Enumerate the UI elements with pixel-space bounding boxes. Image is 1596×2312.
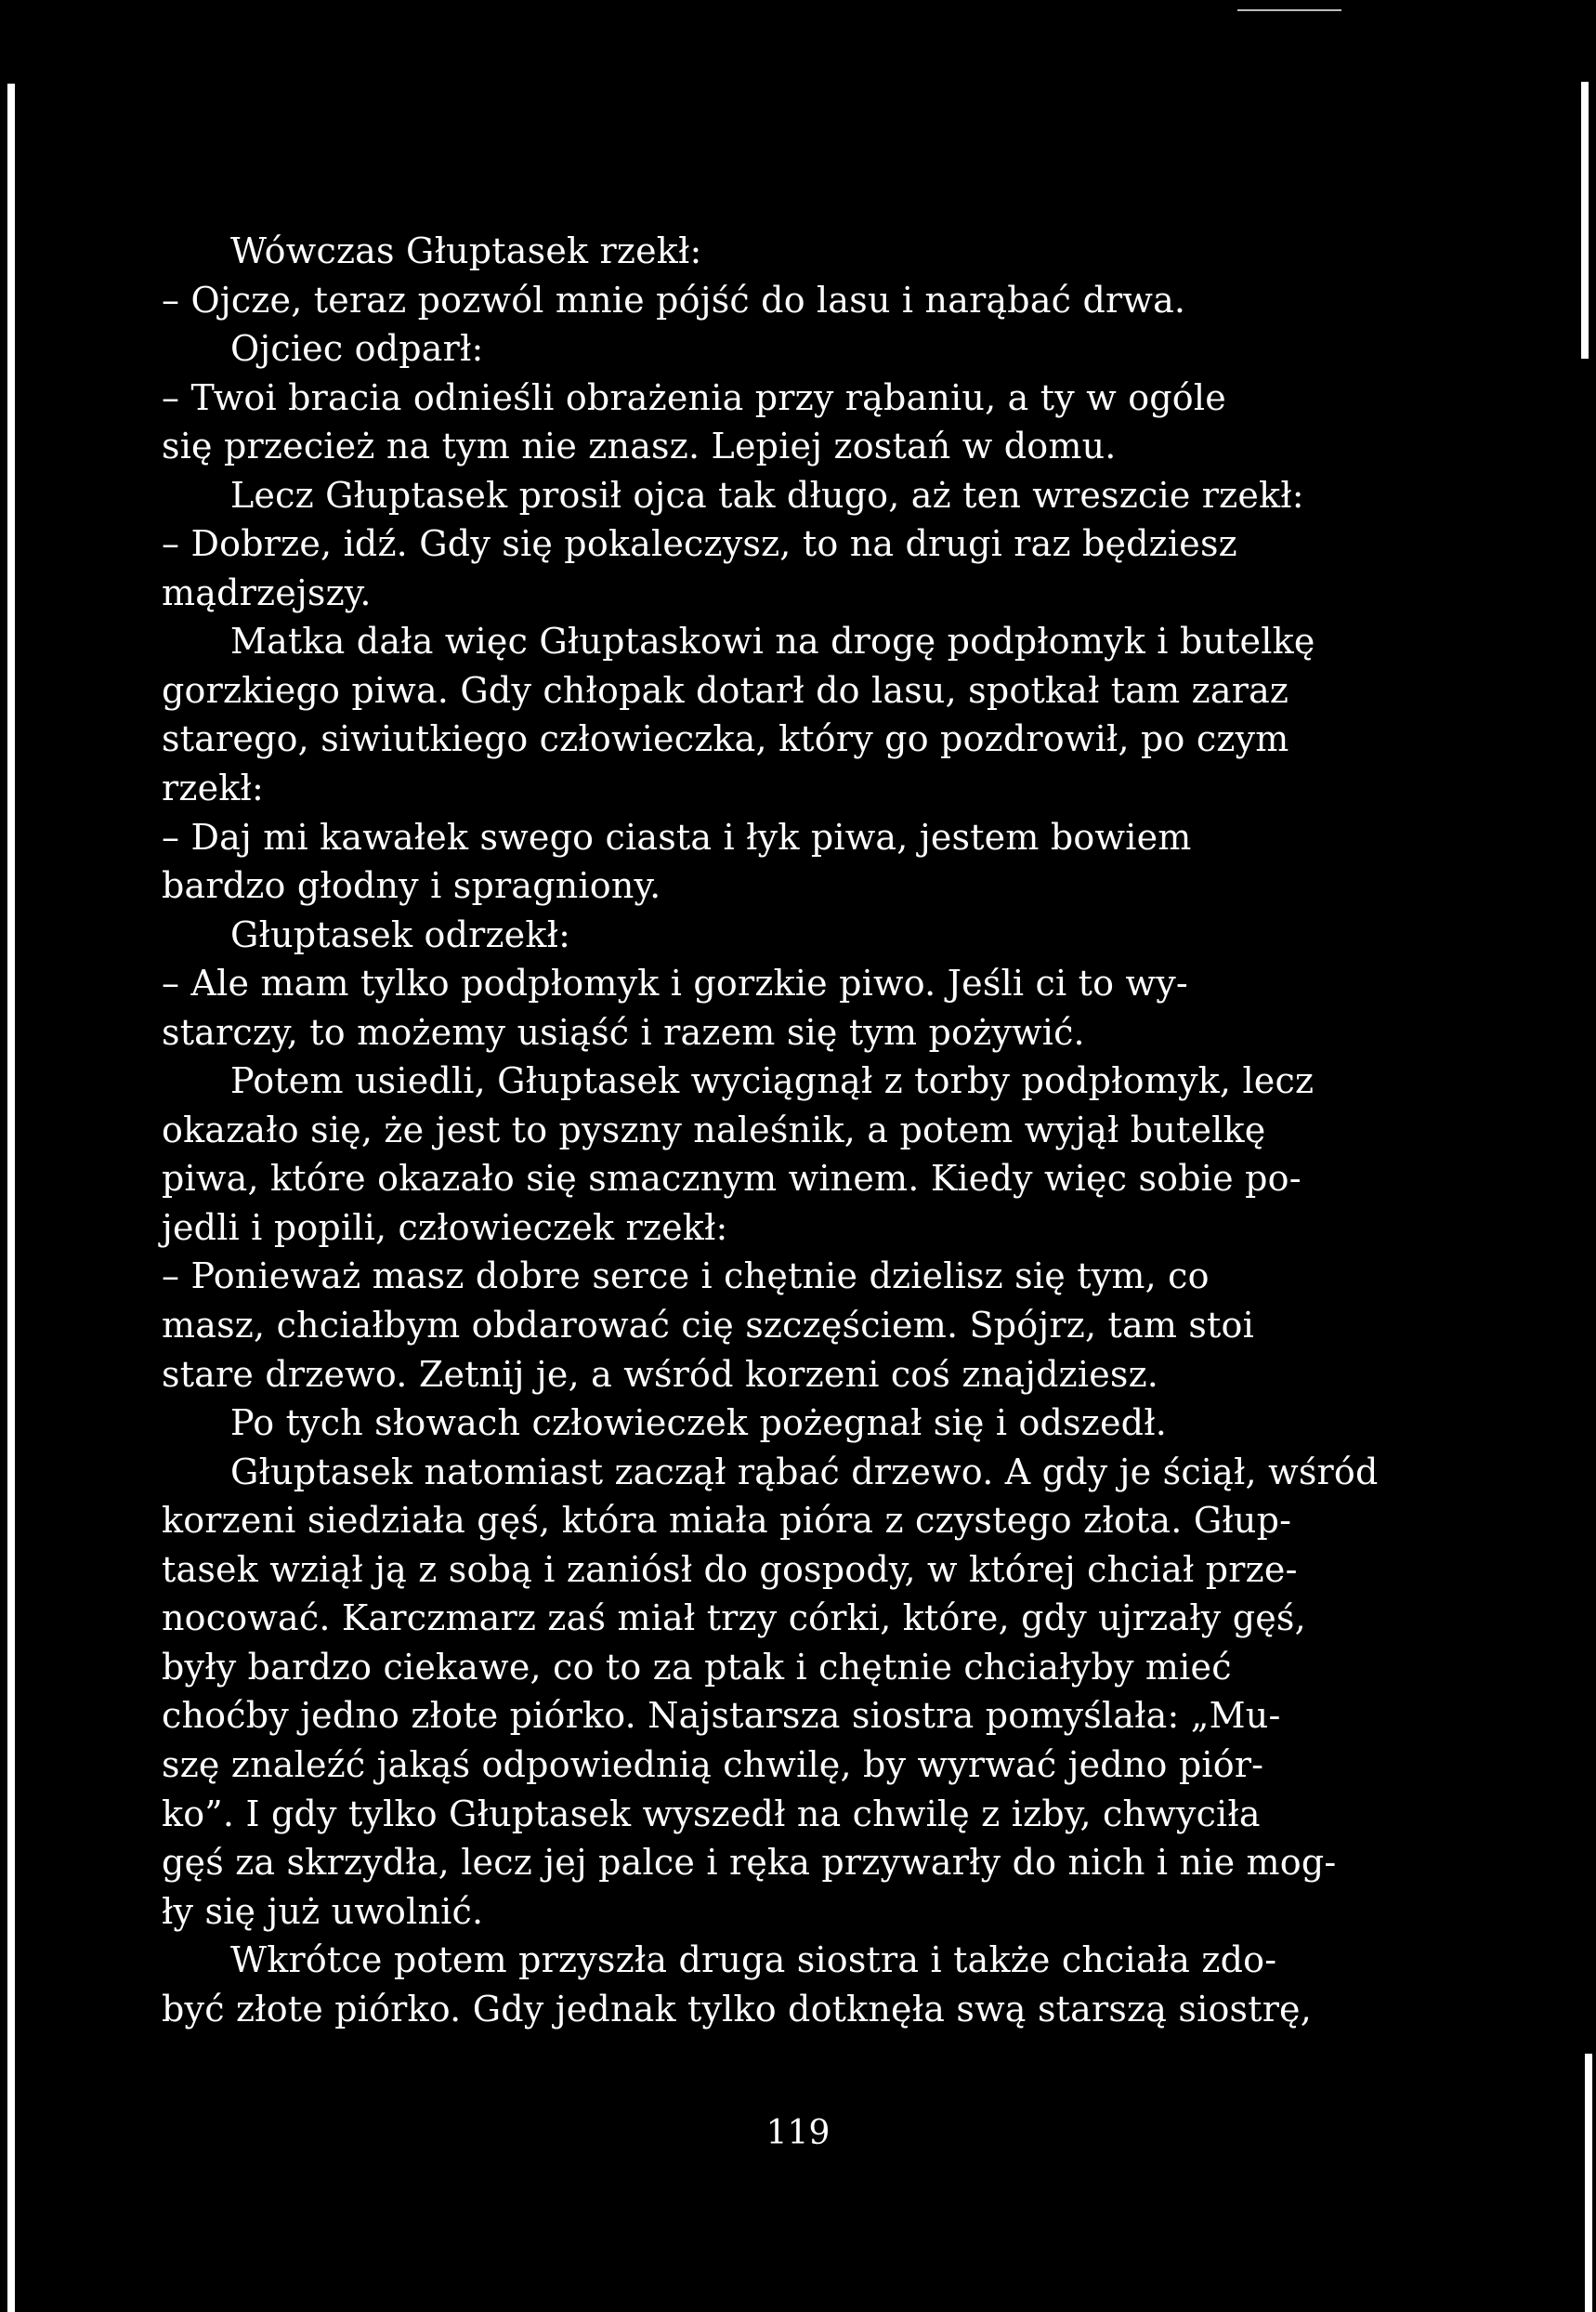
text-line: ły się już uwolnić. (162, 1890, 484, 1932)
text-line: szę znaleźć jakąś odpowiednią chwilę, by wyrwać jedno piór- (162, 1743, 1264, 1785)
text-line: jedli i popili, człowieczek rzekł: (162, 1206, 728, 1248)
text-line: Po tych słowach człowieczek pożegnał się i odszedł. (230, 1402, 1167, 1444)
text-line: – Daj mi kawałek swego ciasta i łyk piwa, jestem bowiem (162, 816, 1192, 858)
text-line: – Ponieważ masz dobre serce i chętnie dzielisz się tym, co (162, 1255, 1210, 1297)
text-line: – Ale mam tylko podpłomyk i gorzkie piwo. Jeśli ci to wy- (162, 963, 1188, 1005)
text-line: choćby jedno złote piórko. Najstarsza siostra pomyślała: „Mu- (162, 1695, 1281, 1737)
text-line: Potem usiedli, Głuptasek wyciągnął z torby podpłomyk, lecz (230, 1060, 1315, 1102)
text-line: Matka dała więc Głuptaskowi na drogę podpłomyk i butelkę (230, 621, 1315, 663)
text-line: być złote piórko. Gdy jednak tylko dotknęła swą starszą siostrę, (162, 1988, 1313, 2030)
page-number: 119 (765, 2114, 831, 2152)
text-line: piwa, które okazało się smacznym winem. Kiedy więc sobie po- (162, 1158, 1302, 1200)
text-line: Głuptasek odrzekł: (230, 913, 571, 955)
text-line: się przecież na tym nie znasz. Lepiej zostań w domu. (162, 426, 1117, 467)
text-line: bardzo głodny i spragniony. (162, 865, 661, 907)
text-line: stare drzewo. Zetnij je, a wśród korzeni coś znajdziesz. (162, 1353, 1159, 1395)
text-line: okazało się, że jest to pyszny naleśnik, a potem wyjął butelkę (162, 1109, 1266, 1150)
text-line: nocować. Karczmarz zaś miał trzy córki, które, gdy ujrzały gęś, (162, 1597, 1306, 1639)
text-line: były bardzo ciekawe, co to za ptak i chętnie chciałyby mieć (162, 1646, 1232, 1688)
page-text (162, 227, 1408, 2033)
text-line: – Dobrze, idź. Gdy się pokaleczysz, to na drugi raz będziesz (162, 523, 1237, 565)
text-line: Wówczas Głuptasek rzekł: (230, 230, 702, 271)
text-line: Lecz Głuptasek prosił ojca tak długo, aż ten wreszcie rzekł: (230, 474, 1304, 516)
scan-artifact-top-line (1237, 9, 1341, 11)
text-line: tasek wziął ją z sobą i zaniósł do gospody, w której chciał prze- (162, 1548, 1298, 1590)
text-line: mądrzejszy. (162, 571, 372, 613)
text-line: rzekł: (162, 768, 265, 809)
text-line: – Ojcze, teraz pozwól mnie pójść do lasu i narąbać drwa. (162, 279, 1186, 321)
text-line: masz, chciałbym obdarować cię szczęściem. Spójrz, tam stoi (162, 1305, 1254, 1346)
text-line: ko”. I gdy tylko Głuptasek wyszedł na chwilę z izby, chwyciła (162, 1793, 1261, 1834)
text-line: Ojciec odparł: (230, 328, 484, 370)
text-line: gorzkiego piwa. Gdy chłopak dotarł do lasu, spotkał tam zaraz (162, 669, 1289, 711)
text-line: gęś za skrzydła, lecz jej palce i ręka przywarły do nich i nie mog- (162, 1842, 1337, 1884)
text-line: starczy, to możemy usiąść i razem się tym pożywić. (162, 1011, 1085, 1053)
right-page-edge-upper (1581, 82, 1589, 359)
text-line: – Twoi bracia odnieśli obrażenia przy rąbaniu, a ty w ogóle (162, 376, 1226, 418)
text-line: korzeni siedziała gęś, która miała pióra z czystego złota. Głup- (162, 1500, 1292, 1542)
right-page-edge-lower (1585, 2054, 1592, 2312)
text-line: starego, siwiutkiego człowieczka, który go pozdrowił, po czym (162, 718, 1289, 760)
text-line: Wkrótce potem przyszła druga siostra i także chciała zdo- (230, 1939, 1277, 1981)
text-line: Głuptasek natomiast zaczął rąbać drzewo. A gdy je ściął, wśród (230, 1451, 1379, 1492)
left-page-edge (7, 84, 15, 2312)
